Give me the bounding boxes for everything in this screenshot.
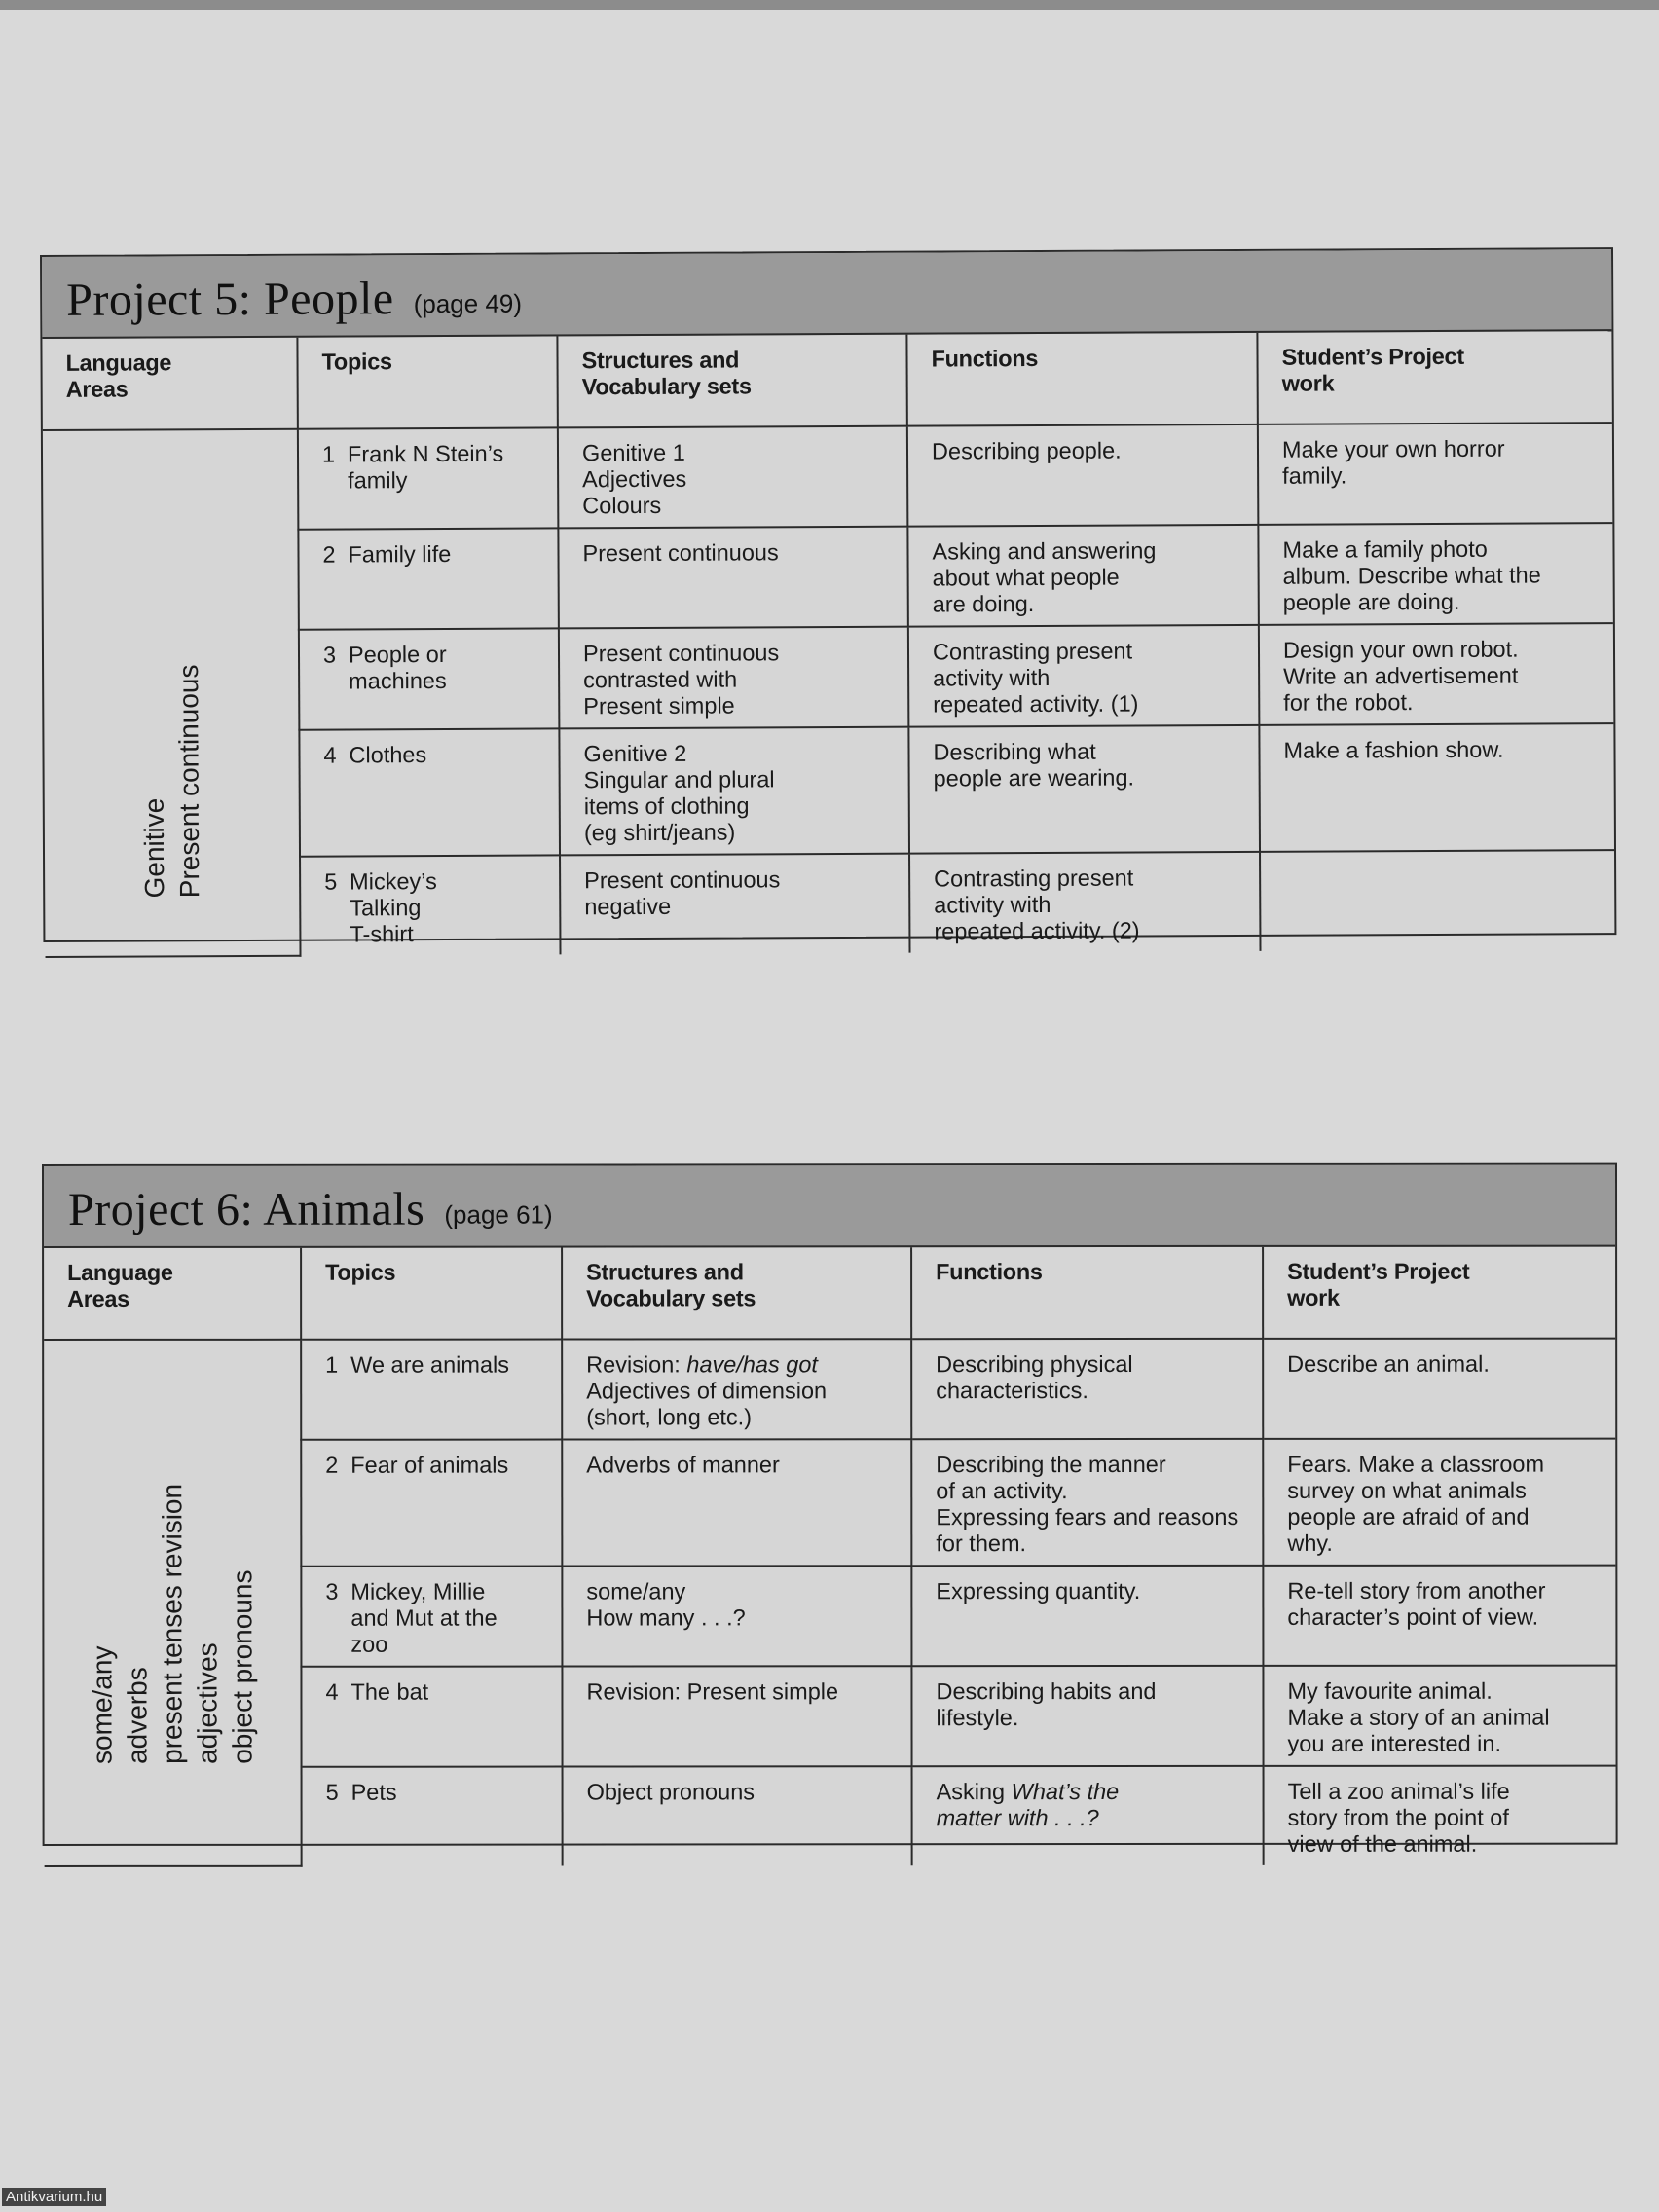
topic-number: 4 bbox=[325, 1678, 339, 1705]
topic-text: We are animals bbox=[350, 1351, 510, 1378]
header-project-work: Student’s Project work bbox=[1257, 331, 1611, 424]
topic-cell bbox=[299, 728, 560, 856]
functions-cell: Contrasting present activity with repeated activity. (2) bbox=[909, 852, 1260, 953]
topic-number: 3 bbox=[322, 642, 337, 668]
language-areas-text: Genitive Present continuous bbox=[138, 663, 204, 899]
topic-number: 2 bbox=[325, 1452, 339, 1478]
project-5-table bbox=[40, 247, 1616, 947]
structures-cell: Genitive 1 Adjectives Colours bbox=[558, 426, 907, 529]
topic-text: The bat bbox=[350, 1678, 429, 1705]
topic-text: Fear of animals bbox=[350, 1452, 509, 1478]
topic-cell bbox=[301, 1567, 562, 1667]
project-6-grid bbox=[44, 1247, 1616, 1867]
topic-text: Family life bbox=[348, 540, 452, 568]
structures-cell: Present continuous contrasted with Present simple bbox=[559, 627, 908, 729]
topic-text: People or machines bbox=[348, 641, 447, 694]
header-topics: Topics bbox=[297, 336, 557, 428]
header-language-areas: Language Areas bbox=[42, 338, 297, 430]
watermark: Antikvarium.hu bbox=[2, 2188, 106, 2206]
topic-number: 2 bbox=[322, 541, 336, 568]
functions-cell: Describing the manner of an activity. Expressing fears and reasons for them. bbox=[911, 1439, 1263, 1566]
topic-text: Mickey’s Talking T-shirt bbox=[350, 868, 437, 947]
functions-prefix: Asking bbox=[936, 1779, 1012, 1805]
project-6-page-ref: (page 61) bbox=[444, 1199, 553, 1230]
structures-cell: some/any How many . . .? bbox=[562, 1566, 911, 1666]
header-row bbox=[42, 331, 1611, 430]
header-topics: Topics bbox=[301, 1248, 562, 1340]
project-work-cell: Design your own robot. Write an advertisement for the robot. bbox=[1259, 623, 1613, 725]
topic-cell bbox=[298, 528, 559, 629]
project-work-cell: Re-tell story from another character’s point of view. bbox=[1263, 1566, 1615, 1666]
topic-cell bbox=[300, 855, 560, 955]
functions-italic: What’s the matter with . . .? bbox=[936, 1779, 1120, 1831]
topic-number: 1 bbox=[321, 441, 336, 467]
language-areas-cell bbox=[44, 1340, 301, 1866]
structures-cell: Present continuous negative bbox=[560, 854, 909, 955]
header-functions: Functions bbox=[911, 1247, 1263, 1339]
topic-cell bbox=[298, 427, 559, 529]
structures-cell: Genitive 2 Singular and plural items of clothing (eg shirt/jeans) bbox=[559, 727, 909, 856]
functions-cell: Describing what people are wearing. bbox=[908, 725, 1260, 854]
structures-cell: Object pronouns bbox=[563, 1766, 912, 1865]
project-6-title-bar bbox=[44, 1165, 1615, 1248]
project-work-cell: Make a family photo album. Describe what the people are doing. bbox=[1258, 523, 1612, 625]
project-work-cell: Make your own horror family. bbox=[1258, 423, 1612, 525]
functions-cell: Asking and answering about what people are doing. bbox=[907, 525, 1258, 627]
structures-rest: Adjectives of dimension (short, long etc.) bbox=[586, 1378, 828, 1430]
topic-cell bbox=[299, 628, 560, 729]
header-project-work: Student’s Project work bbox=[1263, 1247, 1615, 1339]
project-work-cell: Make a fashion show. bbox=[1259, 723, 1614, 852]
structures-cell: Revision: Present simple bbox=[562, 1666, 911, 1766]
project-work-cell: Fears. Make a classroom survey on what animals people are afraid of and why. bbox=[1263, 1439, 1615, 1566]
page-top-edge bbox=[0, 0, 1659, 10]
language-areas-text: some/any adverbs present tenses revision adjectives object pronouns bbox=[86, 1483, 258, 1764]
project-work-cell: Describe an animal. bbox=[1263, 1339, 1615, 1439]
topic-number: 5 bbox=[324, 868, 338, 895]
functions-cell: Describing physical characteristics. bbox=[911, 1339, 1263, 1439]
project-5-page-ref: (page 49) bbox=[413, 288, 523, 319]
project-work-cell: My favourite animal. Make a story of an animal you are interested in. bbox=[1263, 1666, 1615, 1766]
topic-cell bbox=[302, 1767, 563, 1866]
project-work-cell: Tell a zoo animal’s life story from the point of view of the animal. bbox=[1264, 1766, 1616, 1865]
structures-italic: have/has got bbox=[686, 1351, 818, 1378]
functions-cell: Describing people. bbox=[907, 424, 1258, 527]
topic-text: Clothes bbox=[349, 742, 427, 768]
topic-number: 5 bbox=[325, 1779, 339, 1805]
table-row bbox=[43, 423, 1612, 531]
structures-cell: Adverbs of manner bbox=[562, 1439, 911, 1566]
header-functions: Functions bbox=[906, 333, 1257, 426]
functions-cell: Contrasting present activity with repeated activity. (1) bbox=[908, 625, 1259, 727]
topic-number: 4 bbox=[323, 742, 337, 768]
functions-cell: Describing habits and lifestyle. bbox=[911, 1666, 1263, 1766]
project-5-title-bar bbox=[42, 249, 1611, 339]
topic-text: Mickey, Millie and Mut at the zoo bbox=[350, 1578, 498, 1657]
functions-cell bbox=[912, 1766, 1264, 1865]
project-work-cell bbox=[1260, 850, 1614, 951]
header-row bbox=[44, 1247, 1615, 1340]
topic-cell bbox=[301, 1667, 562, 1767]
topic-cell bbox=[301, 1340, 562, 1440]
structures-prefix: Revision: bbox=[586, 1351, 687, 1378]
project-6-title: Project 6: Animals bbox=[68, 1183, 425, 1235]
topic-text: Frank N Stein’s family bbox=[347, 440, 504, 494]
structures-cell bbox=[562, 1339, 911, 1439]
header-language-areas: Language Areas bbox=[44, 1248, 301, 1340]
topic-number: 1 bbox=[325, 1351, 339, 1378]
project-5-grid bbox=[42, 331, 1614, 958]
topic-number: 3 bbox=[325, 1578, 339, 1604]
table-row bbox=[44, 1339, 1615, 1440]
project-6-table bbox=[42, 1163, 1618, 1857]
project-5-title: Project 5: People bbox=[66, 273, 394, 326]
structures-cell: Present continuous bbox=[558, 527, 907, 629]
functions-cell: Expressing quantity. bbox=[911, 1566, 1263, 1666]
header-structures: Structures and Vocabulary sets bbox=[557, 335, 906, 428]
topic-cell bbox=[301, 1440, 562, 1567]
language-areas-cell bbox=[43, 429, 301, 957]
header-structures: Structures and Vocabulary sets bbox=[562, 1247, 911, 1339]
topic-text: Pets bbox=[350, 1779, 397, 1805]
